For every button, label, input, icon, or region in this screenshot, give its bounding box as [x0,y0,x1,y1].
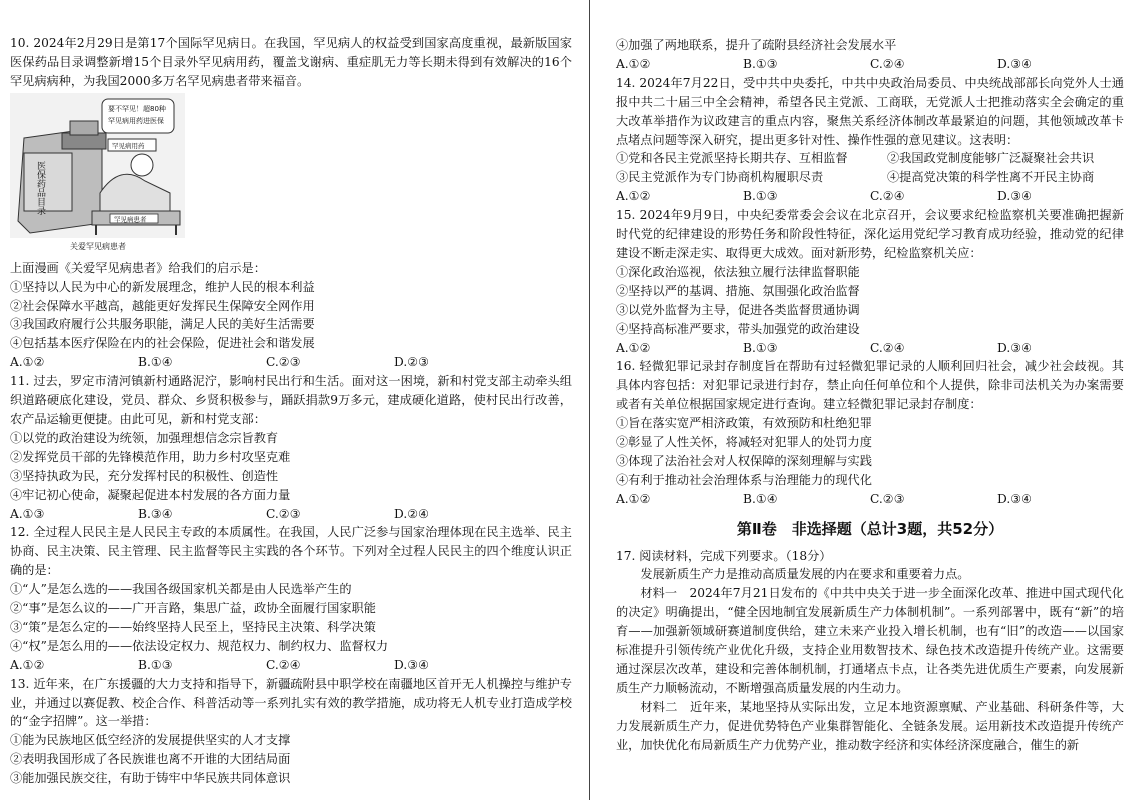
q16-option-d[interactable]: D.③④ [997,491,1033,506]
q11-option-b[interactable]: B.③④ [138,506,173,521]
cartoon-box-top-label: 罕见病用药 [112,141,145,150]
q16-option-c[interactable]: C.②③ [870,491,905,506]
q10-option-b[interactable]: B.①④ [138,355,173,370]
q15-option-c[interactable]: C.②④ [870,340,905,355]
q12-option-d[interactable]: D.③④ [394,657,430,672]
q11-stem: 11. 过去，罗定市清河镇新村通路泥泞，影响村民出行和生活。面对这一困境，新和村党支部主动牵头组织道路硬底化建设，党员、群众、乡贤积极参与，踊跃捐款9万多元，建成硬化道路，使村民出行改善，农产品运输更便捷。由此可见，新和村党支部： [10,374,572,426]
q14-item-4: ④提高党决策的科学性离不开民主协商 [887,170,1095,185]
q10-option-c[interactable]: C.②③ [266,355,301,370]
cartoon-bed-label: 罕见病患者 [114,215,147,224]
q13-item-2: ②表明我国形成了各民族谁也离不开谁的大团结局面 [10,752,291,767]
question-14 [616,74,1124,206]
q10-item-4: ④包括基本医疗保险在内的社会保险，促进社会和谐发展 [10,336,315,351]
q10-stem: 10. 2024年2月29日是第17个国际罕见病日。在我国，罕见病人的权益受到国家高度重视，最新版国家医保药品目录调整新增15个目录外罕见病用药，覆盖戈谢病、重症肌无力等长期未得到有效解决的16个罕见病病种，为我国2000多万名罕见病患者带来福音。 [10,36,572,88]
column-divider [589,0,590,800]
q10-item-1: ①坚持以人民为中心的新发展理念，维护人民的根本利益 [10,279,315,294]
q12-options [10,656,572,675]
q14-items-row-2 [616,168,1124,187]
q17-intro: 发展新质生产力是推动高质量发展的内在要求和重要着力点。 [640,567,970,582]
question-13 [10,675,572,788]
q13-options [616,55,1124,74]
q10-option-d[interactable]: D.②③ [394,355,430,370]
q11-item-1: ①以党的政治建设为统领，加强理想信念宗旨教育 [10,430,279,445]
q13-item-3: ③能加强民族交往，有助于铸牢中华民族共同体意识 [10,771,291,786]
q12-item-1: ①“人”是怎么选的——我国各级国家机关都是由人民选举产生的 [10,582,352,597]
q14-item-3: ③民主党派作为专门协商机构履职尽责 [616,170,824,185]
q12-item-3: ③“策”是怎么定的——始终坚持人民至上，坚持民主决策、科学决策 [10,619,376,634]
q12-option-b[interactable]: B.①③ [138,657,173,672]
q11-option-a[interactable]: A.①③ [10,506,45,521]
q13-option-c[interactable]: C.②④ [870,56,905,71]
q13-option-d[interactable]: D.③④ [997,56,1033,71]
q15-option-a[interactable]: A.①② [616,340,651,355]
q14-item-2: ②我国政党制度能够广泛凝聚社会共识 [887,151,1095,166]
cartoon-care-rare-disease-patients [10,93,185,253]
q16-stem: 16. 轻微犯罪记录封存制度旨在帮助有过轻微犯罪记录的人顺利回归社会，减少社会歧视。其具体内容包括：对犯罪记录进行封存，禁止向任何单位和个人提供，除非司法机关为办案需要或者有关单位根据国家规定进行查询。建立轻微犯罪记录封存制度： [616,359,1124,412]
q14-items-row-1 [616,149,1124,168]
q16-item-3: ③体现了法治社会对人权保障的深刻理解与实践 [616,453,872,468]
q12-option-c[interactable]: C.②④ [266,657,301,672]
q13-stem: 13. 近年来，在广东援疆的大力支持和指导下，新疆疏附县中职学校在南疆地区首开无人机操控与维护专业，并通过以赛促教、校企合作、科普活动等一系列扎实有效的教学措施，成功将无人机专业打造成学校的“金字招牌”。这一举措： [10,676,572,729]
question-11 [10,372,572,523]
question-12 [10,523,572,674]
question-13-continued [616,36,1124,74]
q13-option-a[interactable]: A.①② [616,56,651,71]
q14-option-d[interactable]: D.③④ [997,189,1033,204]
q16-options [616,490,1124,509]
q16-option-a[interactable]: A.①② [616,491,651,506]
q14-options [616,187,1124,206]
q10-question: 上面漫画《关爱罕见病患者》给我们的启示是： [10,260,266,275]
q15-item-3: ③以党外监督为主导，促进各类监督贯通协调 [616,302,860,317]
q12-item-4: ④“权”是怎么用的——依法设定权力、规范权力、制约权力、监督权力 [10,638,389,653]
cartoon-bubble-line2: 罕见病用药进医保 [108,116,164,125]
q11-option-c[interactable]: C.②③ [266,506,301,521]
cartoon-bubble-line1: 要不罕见！超80种 [108,104,166,113]
q10-item-2: ②社会保障水平越高，越能更好发挥民生保障安全网作用 [10,298,315,313]
q15-stem: 15. 2024年9月9日，中央纪委常委会会议在北京召开，会议要求纪检监察机关要准确把握新时代党的纪律建设的形势任务和阶段性特征，深化运用党纪学习教育成功经验，推动党的纪律建设不断走深走实、取得更大成效。面对新形势，纪检监察机关应： [616,208,1124,260]
q11-item-2: ②发挥党员干部的先锋模范作用，助力乡村攻坚克难 [10,449,291,464]
q17-stem: 17. 阅读材料，完成下列要求。（18分） [616,548,832,563]
q12-option-a[interactable]: A.①② [10,657,45,672]
q11-options [10,505,572,524]
question-16 [616,357,1124,508]
q14-option-b[interactable]: B.①③ [743,189,778,204]
section-ii-title: 第Ⅱ卷 非选择题（总计3题，共52分） [736,519,1004,538]
q10-option-a[interactable]: A.①② [10,355,45,370]
q12-item-2: ②“事”是怎么议的——广开言路，集思广益，政协全面履行国家职能 [10,601,376,616]
q16-item-2: ②彰显了人性关怀，将减轻对犯罪人的处罚力度 [616,435,872,450]
q15-item-1: ①深化政治巡视，依法独立履行法律监督职能 [616,264,860,279]
q14-option-a[interactable]: A.①② [616,189,651,204]
q15-item-2: ②坚持以严的基调、措施、氛围强化政治监督 [616,283,860,298]
q16-item-4: ④有利于推动社会治理体系与治理能力的现代化 [616,472,872,487]
q13-item-4: ④加强了两地联系，提升了疏附县经济社会发展水平 [616,38,897,52]
q13-item-1: ①能为民族地区低空经济的发展提供坚实的人才支撑 [10,733,291,748]
question-10 [10,34,572,372]
cartoon-caption: 关爱罕见病患者 [70,241,126,251]
question-17 [616,547,1124,755]
question-15 [616,206,1124,357]
q13-option-b[interactable]: B.①③ [743,56,778,71]
q11-option-d[interactable]: D.②④ [394,506,430,521]
q16-item-1: ①旨在落实宽严相济政策，有效预防和杜绝犯罪 [616,416,872,431]
q14-stem: 14. 2024年7月22日，受中共中央委托，中共中央政治局委员、中央统战部部长向党外人士通报中共二十届三中全会精神，希望各民主党派、工商联，无党派人士把推动落实全会确定的重大改革举措作为议政建言的重点内容，聚焦关系经济体制改革最紧迫的问题，其他领域改革卡点堵点问题等深入研究，提出更多针对性、操作性强的意见建议。这表明： [616,75,1124,147]
q11-item-4: ④牢记初心使命，凝聚起促进本村发展的各方面力量 [10,487,291,502]
q11-item-3: ③坚持执政为民，充分发挥村民的积极性、创造性 [10,468,279,483]
q10-options [10,353,572,372]
q17-material-1: 材料一 2024年7月21日发布的《中共中央关于进一步全面深化改革、推进中国式现代化的决定》明确提出，“健全因地制宜发展新质生产力体制机制”。一系列部署中，既有“新”的培育——加强新领域研赛道制度供给，建立未来产业投入增长机制，也有“旧”的改造——以国家标准提升引领传统产业优化升级，支持企业用数智技术、绿色技术改造提升传统产业。这需要通过深层次改革，建设和完善体制机制，打通堵点卡点，让各类先进优质生产要素，向发展新质生产力顺畅流动，不断增强高质量发展的内生动力。 [616,586,1125,695]
left-column [10,34,572,788]
q14-item-1: ①党和各民主党派坚持长期共存、互相监督 [616,151,848,166]
cartoon-illustration [10,93,185,253]
q15-options [616,339,1124,358]
q15-item-4: ④坚持高标准严要求，带头加强党的政治建设 [616,321,860,336]
q14-option-c[interactable]: C.②④ [870,189,905,204]
cartoon-box-label: 医保药品目录 [35,160,45,215]
q12-stem: 12. 全过程人民民主是人民民主专政的本质属性。在我国，人民广泛参与国家治理体现在民主选举、民主协商、民主决策、民主管理、民主监督等民主实践的各个环节。下列对全过程人民民主的四个维度认识正确的是： [10,525,572,578]
q15-option-b[interactable]: B.①③ [743,340,778,355]
q15-option-d[interactable]: D.③④ [997,340,1033,355]
right-column [616,36,1124,755]
q17-material-2: 材料二 近年来，某地坚持从实际出发，立足本地资源禀赋、产业基础、科研条件等，大力发展新质生产力，促进优势特色产业集群智能化、全链条发展。运用新技术改造提升传统产业，加快优化布局新质生产力优势产业，推动数字经济和实体经济深度融合，催生的新 [616,699,1124,752]
q10-item-3: ③我国政府履行公共服务职能，满足人民的美好生活需要 [10,317,315,332]
q16-option-b[interactable]: B.①④ [743,491,778,506]
